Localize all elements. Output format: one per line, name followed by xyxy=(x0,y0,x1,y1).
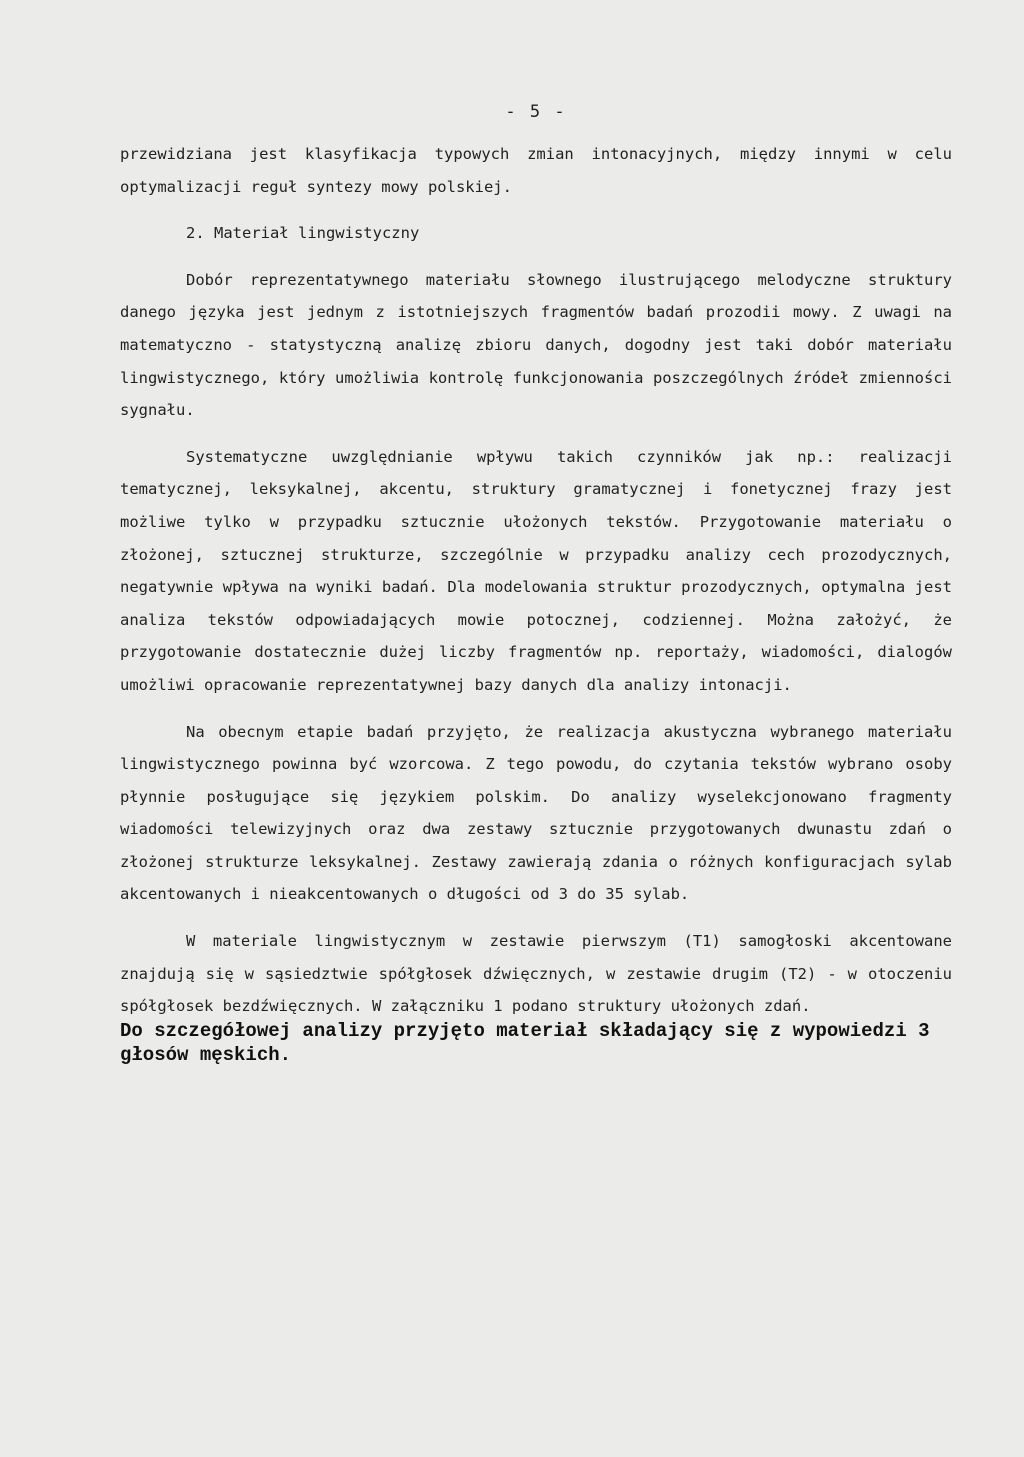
typed-note: Do szczegółowej analizy przyjęto materiał składający się z wypowiedzi 3 głosów męskich. xyxy=(120,1019,930,1066)
section-heading: 2. Materiał lingwistyczny xyxy=(186,224,420,243)
paragraph-2: Systematyczne uwzględnianie wpływu takich czynników jak np.: realizacji tematycznej, leksykalnej, akcentu, struktury gramatycznej i fonetycznej frazy jest możliwe tylko w przypadku sztucznie ułożonych tekstów. Przygotowanie materiału o złożonej, sztucznej strukturze, szczególnie w przypadku analizy cech prozodycznych, negatywnie wpływa na wyniki badań. Dla modelowania struktur prozodycznych, optymalna jest analiza tekstów odpowiadających mowie potocznej, codziennej. Można założyć, że przygotowanie dostatecznie dużej liczby fragmentów np. reportaży, wiadomości, dialogów umożliwi opracowanie reprezentatywnej bazy danych dla analizy intonacji. xyxy=(120,447,952,694)
paragraph-4: W materiale lingwistycznym w zestawie pierwszym (T1) samogłoski akcentowane znajdują się w sąsiedztwie spółgłosek dźwięcznych, w zestawie drugim (T2) - w otoczeniu spółgłosek bezdźwięcznych. W załączniku 1 podano struktury ułożonych zdań. xyxy=(120,932,952,1016)
paragraph-3: Na obecnym etapie badań przyjęto, że realizacja akustyczna wybranego materiału lingwistycznego powinna być wzorcowa. Z tego powodu, do czytania tekstów wybrano osoby płynnie posługujące się językiem polskim. Do analizy wyselekcjonowano fragmenty wiadomości telewizyjnych oraz dwa zestawy sztucznie przygotowanych dwunastu zdań o złożonej strukturze leksykalnej. Zestawy zawierają zdania o różnych konfiguracjach sylab akcentowanych i nieakcentowanych o długości od 3 do 35 sylab. xyxy=(120,722,952,904)
paragraph-1: Dobór reprezentatywnego materiału słownego ilustrującego melodyczne struktury danego języka jest jednym z istotniejszych fragmentów badań prozodii mowy. Z uwagi na matematyczno - statystyczną analizę zbioru danych, dogodny jest taki dobór materiału lingwistycznego, który umożliwia kontrolę funkcjonowania poszczególnych źródeł zmienności sygnału. xyxy=(120,270,952,420)
page-number: - 5 - xyxy=(505,102,567,122)
intro-paragraph: przewidziana jest klasyfikacja typowych zmian intonacyjnych, między innymi w celu optymalizacji reguł syntezy mowy polskiej. xyxy=(120,145,952,196)
page-content xyxy=(120,100,952,1067)
